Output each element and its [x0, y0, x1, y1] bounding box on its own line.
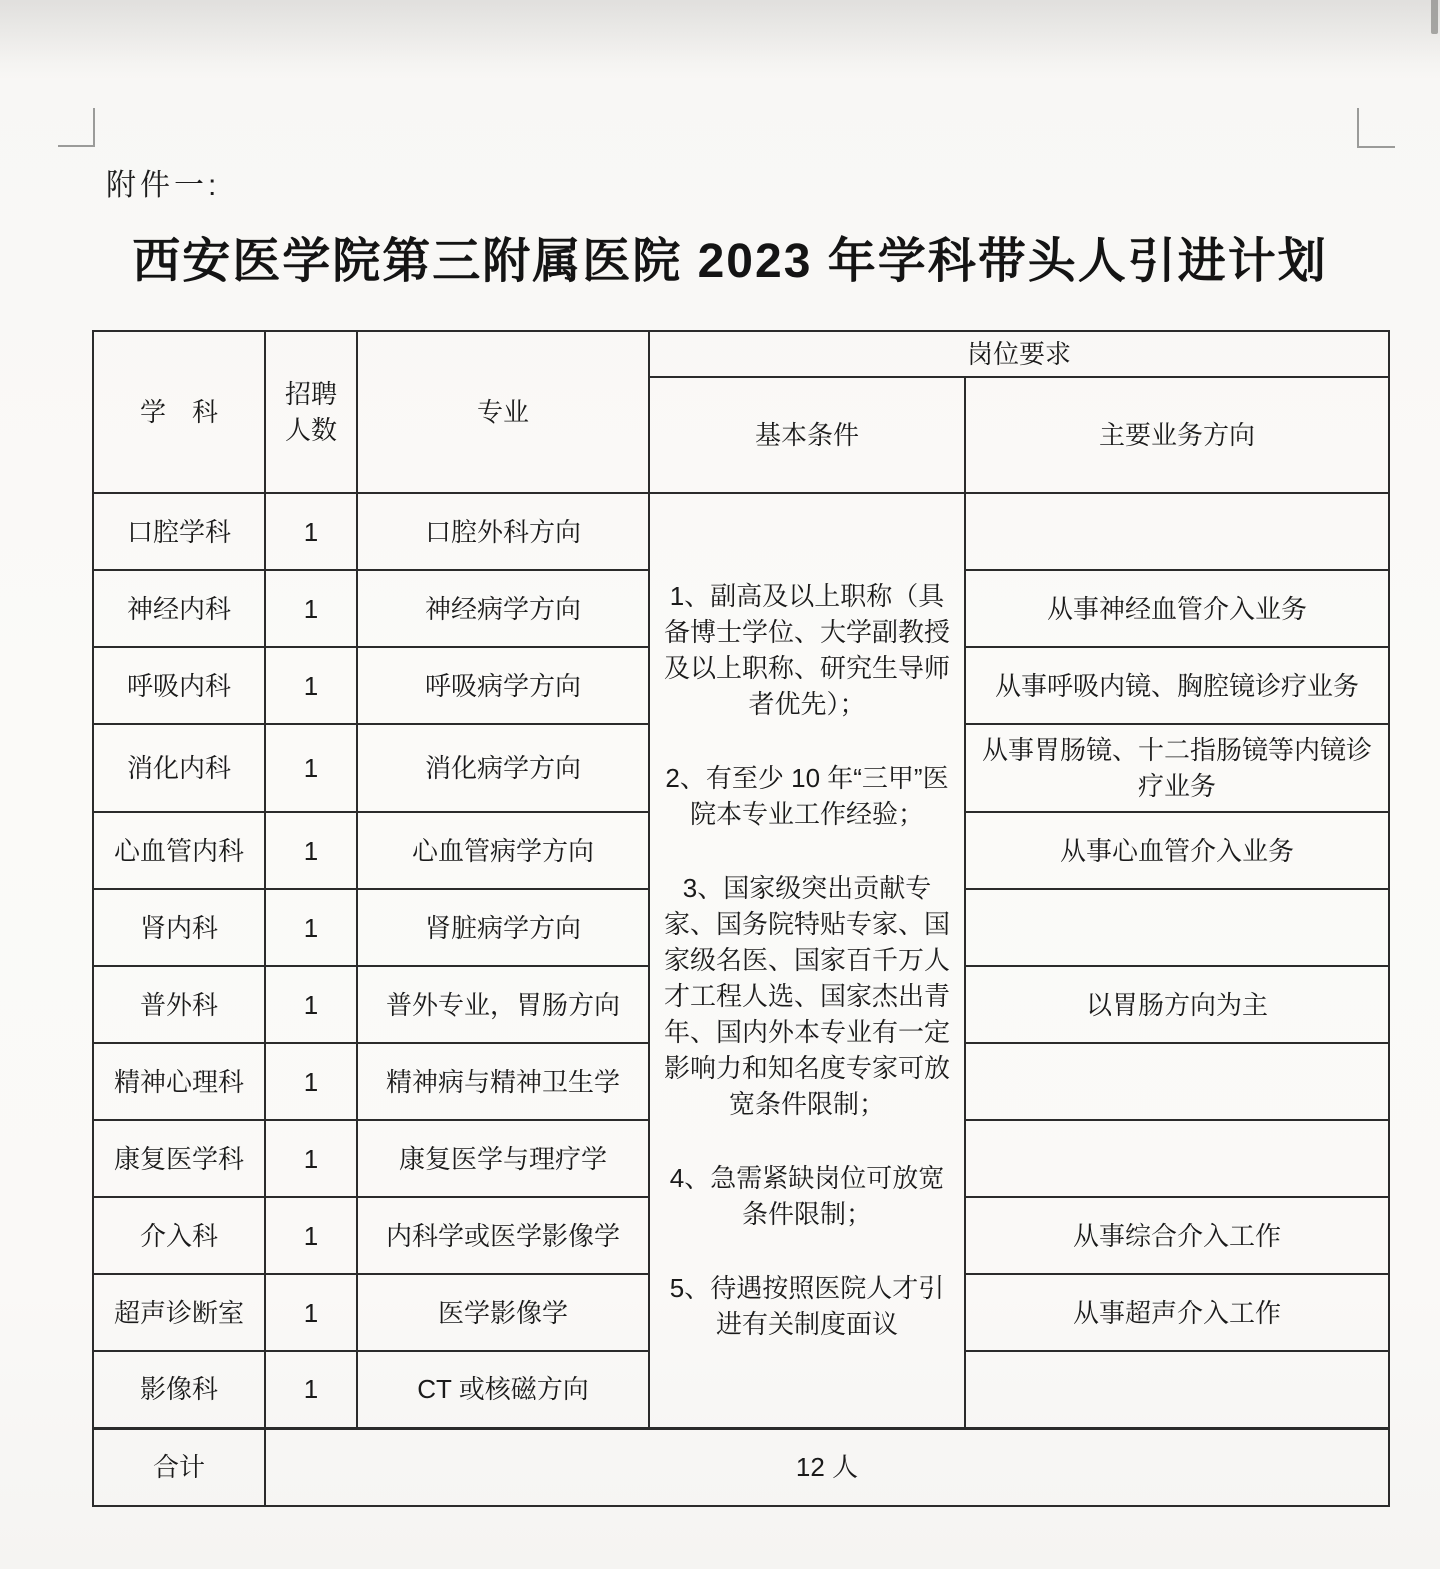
- basic-condition-item: 3、国家级突出贡献专家、国务院特贴专家、国家级名医、国家百千万人才工程人选、国家杰出青年、国内外本专业有一定影响力和知名度专家可放宽条件限制；: [663, 873, 950, 1120]
- cell-discipline: 精神心理科: [93, 1043, 265, 1120]
- cell-count: 1: [265, 1351, 357, 1428]
- table-row: [93, 493, 1389, 570]
- recruitment-plan-table: [92, 330, 1390, 1507]
- cell-count: 1: [265, 1197, 357, 1274]
- header-job-requirements: 岗位要求: [649, 331, 1389, 377]
- cell-major: 心血管病学方向: [357, 812, 649, 889]
- page-title: 西安医学院第三附属医院 2023 年学科带头人引进计划: [132, 235, 1328, 288]
- header-recruit-count: 招聘人数: [265, 331, 357, 493]
- cell-major: 康复医学与理疗学: [357, 1120, 649, 1197]
- basic-condition-item: 1、副高及以上职称（具备博士学位、大学副教授及以上职称、研究生导师者优先）；: [663, 581, 950, 720]
- cell-major: 肾脏病学方向: [357, 889, 649, 966]
- cell-count: 1: [265, 493, 357, 570]
- cell-major: 内科学或医学影像学: [357, 1197, 649, 1274]
- scan-corner-mark-left: [58, 108, 95, 147]
- cell-count: 1: [265, 812, 357, 889]
- photo-edge-artifact: [1431, 0, 1438, 34]
- cell-count: 1: [265, 1120, 357, 1197]
- cell-discipline: 肾内科: [93, 889, 265, 966]
- cell-major: CT 或核磁方向: [357, 1351, 649, 1428]
- cell-business: 从事呼吸内镜、胸腔镜诊疗业务: [965, 647, 1389, 724]
- cell-business: [965, 493, 1389, 570]
- cell-discipline: 康复医学科: [93, 1120, 265, 1197]
- cell-count: 1: [265, 570, 357, 647]
- cell-business: [965, 1043, 1389, 1120]
- attachment-label: 附件一:: [106, 169, 221, 202]
- cell-major: 神经病学方向: [357, 570, 649, 647]
- photo-top-shading: [0, 0, 1440, 80]
- cell-discipline: 消化内科: [93, 724, 265, 812]
- header-major: 专业: [357, 331, 649, 493]
- cell-major: 消化病学方向: [357, 724, 649, 812]
- total-row: [93, 1428, 1389, 1506]
- cell-discipline: 神经内科: [93, 570, 265, 647]
- cell-major: 医学影像学: [357, 1274, 649, 1351]
- header-discipline: 学 科: [93, 331, 265, 493]
- cell-count: 1: [265, 889, 357, 966]
- cell-major: 精神病与精神卫生学: [357, 1043, 649, 1120]
- header-row-top: [93, 331, 1389, 377]
- cell-business: 从事神经血管介入业务: [965, 570, 1389, 647]
- total-value: 12 人: [265, 1428, 1389, 1506]
- cell-discipline: 介入科: [93, 1197, 265, 1274]
- cell-major: 口腔外科方向: [357, 493, 649, 570]
- cell-business: 从事超声介入工作: [965, 1274, 1389, 1351]
- cell-count: 1: [265, 1043, 357, 1120]
- cell-discipline: 呼吸内科: [93, 647, 265, 724]
- total-label: 合计: [93, 1428, 265, 1506]
- cell-business: 以胃肠方向为主: [965, 966, 1389, 1043]
- cell-discipline: 普外科: [93, 966, 265, 1043]
- basic-condition-item: 4、急需紧缺岗位可放宽条件限制；: [669, 1163, 945, 1230]
- header-main-business: 主要业务方向: [965, 377, 1389, 493]
- cell-business: 从事胃肠镜、十二指肠镜等内镜诊疗业务: [965, 724, 1389, 812]
- cell-count: 1: [265, 966, 357, 1043]
- cell-business: 从事心血管介入业务: [965, 812, 1389, 889]
- cell-discipline: 影像科: [93, 1351, 265, 1428]
- cell-count: 1: [265, 1274, 357, 1351]
- cell-discipline: 口腔学科: [93, 493, 265, 570]
- cell-business: [965, 889, 1389, 966]
- cell-discipline: 超声诊断室: [93, 1274, 265, 1351]
- scan-corner-mark-right: [1357, 108, 1395, 148]
- basic-condition-item: 5、待遇按照医院人才引进有关制度面议: [669, 1273, 945, 1340]
- cell-discipline: 心血管内科: [93, 812, 265, 889]
- basic-conditions-cell: [649, 493, 965, 1428]
- cell-business: 从事综合介入工作: [965, 1197, 1389, 1274]
- header-basic-conditions: 基本条件: [649, 377, 965, 493]
- cell-count: 1: [265, 724, 357, 812]
- cell-major: 普外专业，胃肠方向: [357, 966, 649, 1043]
- cell-business: [965, 1120, 1389, 1197]
- cell-count: 1: [265, 647, 357, 724]
- cell-major: 呼吸病学方向: [357, 647, 649, 724]
- basic-condition-item: 2、有至少 10 年“三甲”医院本专业工作经验；: [665, 763, 949, 830]
- cell-business: [965, 1351, 1389, 1428]
